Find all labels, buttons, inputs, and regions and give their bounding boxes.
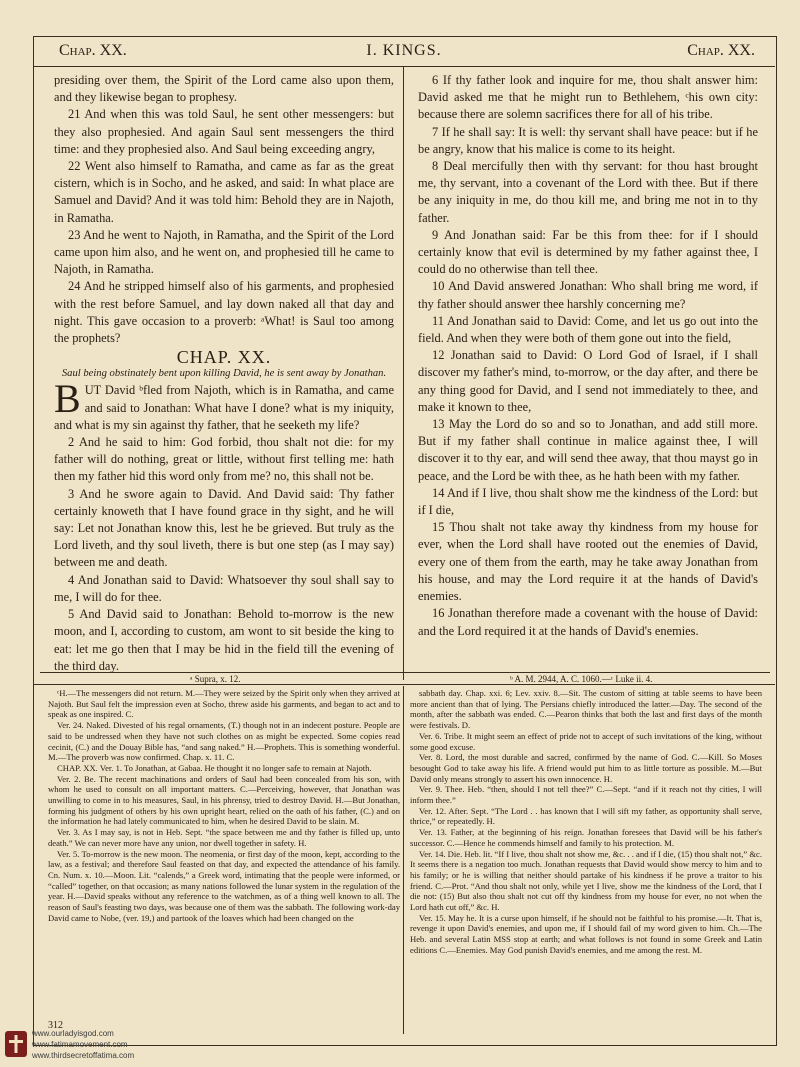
note: Ver. 24. Naked. Divested of his regal ornaments, (T.) though not in an indecent posture. People are said to be undressed when they have not such clothes on as might be expected. Some copies read cecinit, (C.) and the Douay Bible has, “and sang naked.” H.—Prophets. This is something wonderful. M.—The proverb was now confirmed. Chap. x. 11. C. [48, 720, 400, 763]
verse: 12 Jonathan said to David: O Lord God of Israel, if I shall discover my father's mind, to-morrow, or the day after, and there be any thing good for David, and I send not immediately to thee, and make it known to thee, [418, 348, 758, 414]
verse: 14 And if I live, thou shalt show me the kindness of the Lord: but if I die, [418, 485, 758, 518]
note: Ver. 5. To-morrow is the new moon. The neomenia, or first day of the moon, kept, according to the law, as a festival; and therefore Saul feasted on that day, and expected the attendance of his family. Cn. Num. x. 10.—Moon. Lit. “calends,” a Greek word, intimating that the people were informed, or “called” together, on that occasion; as many nations followed the lunar system in the regulation of the year. H.—David speaks without any reference to the watchmen, as of a thing well known to all. The reason of Saul's feasting two days, was because one of them was the sabbath. The following work-day David came to Nobe, (ver. 19,) and partook of the loaves which had been changed on the [48, 848, 400, 923]
note: CHAP. XX. Ver. 1. To Jonathan, at Gabaa. He thought it no longer safe to remain at Najoth. [57, 762, 372, 773]
commentary-rule [33, 684, 775, 685]
verse: 6 If thy father look and inquire for me, thou shalt answer him: David asked me that he might run to Bethlehem, ᶜhis own city: because there are solemn sacrifices there for all of his tribe. [418, 73, 758, 122]
cross-logo-icon [4, 1030, 28, 1058]
verse: 8 Deal mercifully then with thy servant: for thou hast brought me, thy servant, into a covenant of the Lord with thee. But if there be any iniquity in me, do thou kill me, and bring me not in to thy father. [418, 159, 758, 225]
verse: 11 And Jonathan said to David: Come, and let us go out into the field. And when they were both of them gone out into the field, [418, 313, 758, 346]
verse: 22 Went also himself to Ramatha, and came as far as the great cistern, which is in Socho, and he asked, and said: In what place are Samuel and David? And it was told him: Behold they are in Najoth, in Ramatha. [54, 159, 394, 225]
footnote-row [40, 672, 770, 684]
note: Ver. 12. After. Sept. “The Lord . . has known that I will sift my father, as opportunity shall serve, thrice,” or repeatedly. H. [410, 805, 762, 827]
verse: 9 And Jonathan said: Far be this from thee: for if I should certainly know that evil is determined by my father against thee, I could do no otherwise than tell thee. [418, 227, 758, 277]
header-center: I. KINGS. [366, 42, 442, 59]
verse: 23 And he went to Najoth, in Ramatha, and the Spirit of the Lord came upon him also, and he went on, and prophesied till he came to Najoth, in Ramatha. [54, 227, 394, 277]
url-line[interactable]: www.fatimamovement.com [32, 1040, 128, 1049]
url-line[interactable]: www.thirdsecretoffatima.com [32, 1051, 135, 1060]
verse: 13 May the Lord do so and so to Jonathan, and add still more. But if my father shall continue in malice against thee, I will discover it to thy ear, and will send thee away, that thou mayst go in peace, and the Lord be with thee, as he hath been with my father. [418, 417, 758, 483]
verse: 2 And he said to him: God forbid, thou shalt not die: for my father will do nothing, great or little, without first telling me: hath then my father hid this word only from me? no, this shall not be. [54, 435, 394, 484]
note: Ver. 15. May he. It is a curse upon himself, if he should not be faithful to his promise.—It. That is, revenge it upon David's enemies, and upon me, if I should fail of my word given to him. Ch.—The Heb. and several Latin MSS stop at earth; and what follows is not found in some Greek and Latin editions C.—Enemies. May God punish David's enemies, and me among the rest. M. [410, 912, 762, 955]
chapter-heading: CHAP. XX. [176, 347, 272, 368]
url-line[interactable]: www.ourladyisgod.com [32, 1029, 114, 1038]
note: ᶜH.—The messengers did not return. M.—They were seized by the Spirit only when they arrived at Najoth. But Saul felt the impression even at Socho, threw aside his garments, and began to act and to speak as one inspired. C. [48, 688, 400, 720]
verse: 24 And he stripped himself also of his garments, and prophesied with the rest before Samuel, and lay down naked all that day and night. This gave occasion to a proverb: ᵃWhat! is Saul too among the prophets? [54, 279, 394, 346]
verse-first-text: UT David ᵇfled from Najoth, which is in Ramatha, and came and said to Jonathan: What have I done? what is my iniquity, and what is my sin against thy father, that he seeketh my life? [54, 383, 394, 432]
verse: 10 And David answered Jonathan: Who shall bring me word, if thy father should answer thee harshly concerning me? [418, 279, 758, 311]
header-right: Chap. XX. [687, 42, 755, 59]
page-number: 312 [48, 1020, 63, 1031]
running-header [33, 36, 775, 67]
verse: 3 And he swore again to David. And David said: Thy father certainly knoweth that I have found grace in thy sight, and he will say: Let not Jonathan know this, lest he be grieved. But truly as the Lord liveth, and thy soul liveth, there is but one step (as I may say) between me and death. [54, 486, 394, 570]
note: Ver. 3. As I may say, is not in Heb. Sept. “the space between me and thy father is filled up, unto death.” We can never more have any union, nor dwell together in safety. H. [48, 827, 400, 848]
right-text-column [418, 72, 758, 640]
footnote-left: ᵃ Supra, x. 12. [190, 674, 241, 684]
commentary-divider [403, 686, 404, 1034]
verse: 4 And Jonathan said to David: Whatsoever thy soul shall say to me, I will do for thee. [54, 572, 394, 604]
verse: 21 And when this was told Saul, he sent other messengers: but they also prophesied. And again Saul sent messengers the third time: and they prophesied also. And Saul being exceeding angry, [54, 107, 394, 156]
note: Ver. 13. Father, at the beginning of his reign. Jonathan foresees that David will be his father's successor. C.—Hence he commends himself and family to his protection. M. [410, 827, 762, 848]
verse: 16 Jonathan therefore made a covenant with the house of David: and the Lord required it at the hands of David's enemies. [418, 606, 758, 638]
note: Ver. 2. Be. The recent machinations and orders of Saul had been concealed from his son, with whom he used to consult on all important matters. C.—Perceiving, however, that Jonathan was unwilling to come in to his measures, Saul, in his phrensy, tried to destroy David. H.—But Jonathan, forming his judgment of others by his own upright heart, relied on the oath of his father, (C.) and on the information he had lately communicated to him, when he desired David to be slain. M. [48, 773, 400, 827]
verse: 15 Thou shalt not take away thy kindness from my house for ever, when the Lord shall have rooted out the enemies of David, every one of them from the earth, may he take away Jonathan from his house, and may the Lord require it at the hands of David's enemies. [418, 520, 758, 604]
note: Ver. 14. Die. Heb. lit. “If I live, thou shalt not show me, &c. . . and if I die, (15) thou shalt not,” &c. It seems there is a negation too much. Jonathan requests that David would show mercy to him and to his family; or he is willing that neither should partake of his kindness if he prove a traitor to his friend. C.—Prot. “And thou shalt not only, while yet I live, show me the kindness of the Lord, that I die not: (15) But also thou shalt not cut off thy kindness from my house for ever, no not when the Lord hath cut off,” &c. H. [410, 848, 762, 913]
chapter-summary: Saul being obstinately bent upon killing David, he is sent away by Jonathan. [61, 368, 387, 380]
column-divider [403, 66, 404, 680]
verse: presiding over them, the Spirit of the Lord came also upon them, and they likewise began to prophesy. [54, 73, 394, 105]
watermark-urls [32, 1028, 134, 1061]
commentary-left [48, 688, 400, 923]
verse-first [54, 376, 394, 434]
note: sabbath day. Chap. xxi. 6; Lev. xxiv. 8.—Sit. The custom of sitting at table seems to have been more ancient than that of lying. The Persians chiefly introduced the latter.—Day. The second of the month, after the sabbath was ended. C.—Pearon thinks that both the last and first days of the month were festivals. D. [410, 688, 762, 731]
note: Ver. 9. Thee. Heb. “then, should I not tell thee?” C.—Sept. “and if it reach not thy cities, I will inform thee.” [410, 784, 762, 806]
verse: 5 And David said to Jonathan: Behold to-morrow is the new moon, and I, according to custom, am wont to sit beside the king to eat: let me go then that I may be hid in the field till the evening of the third day. [54, 607, 394, 673]
note: Ver. 6. Tribe. It might seem an effect of pride not to accept of such invitations of the king, without some good excuse. [410, 730, 762, 752]
footnote-right: ᵇ A. M. 2944, A. C. 1060.—ᶜ Luke ii. 4. [510, 674, 653, 684]
header-left: Chap. XX. [59, 42, 127, 59]
note: Ver. 8. Lord, the most durable and sacred, confirmed by the name of God. C.—Kill. So Moses besought God to take away his life. A friend would put him to as little torture as possible. M.—But David only means strongly to assert his own innocence. H. [410, 752, 762, 784]
verse: 7 If he shall say: It is well: thy servant shall have peace: but if he be angry, know that his malice is come to its height. [418, 124, 758, 156]
commentary-right [410, 688, 762, 956]
left-text-column [54, 72, 394, 675]
drop-cap: B [54, 376, 81, 422]
